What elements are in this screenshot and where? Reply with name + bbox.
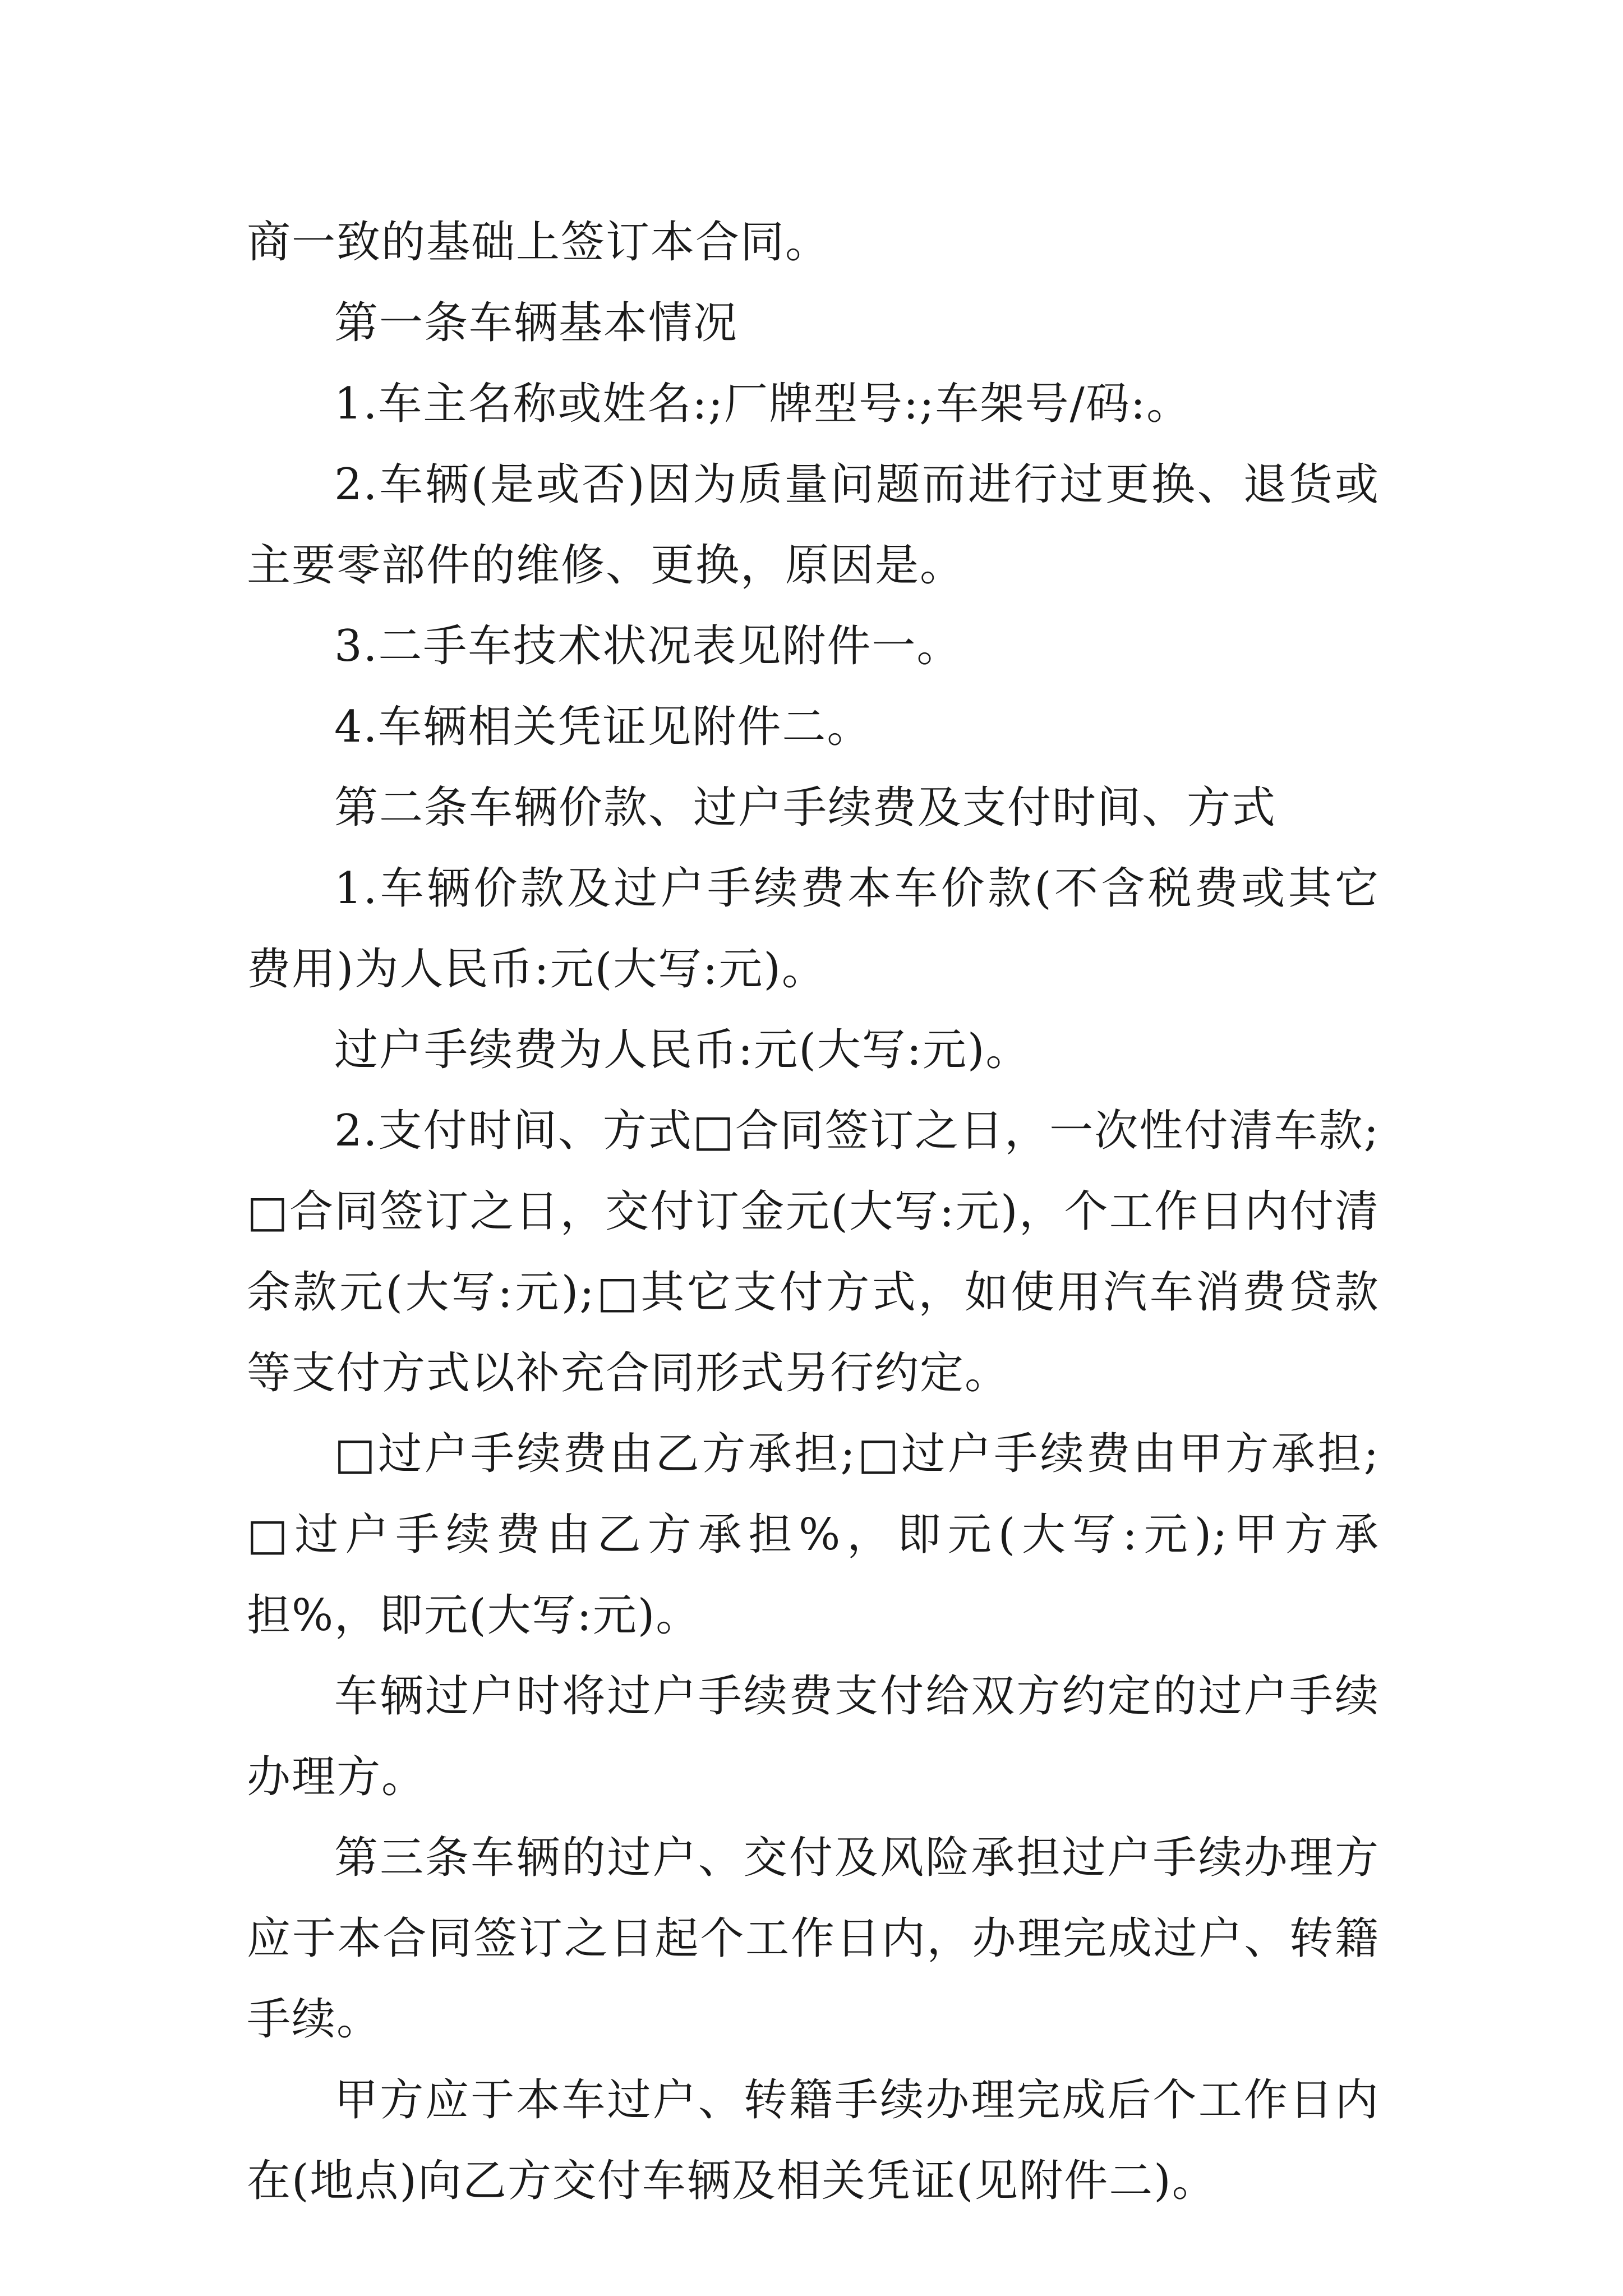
paragraph-transfer-fee: 过户手续费为人民币:元(大写:元)。: [334, 1025, 1031, 1075]
document-body: [247, 202, 1380, 2221]
paragraph-vehicle-documents: 4.车辆相关凭证见附件二。: [334, 702, 872, 752]
paragraph-fee-payment: 车辆过户时将过户手续费支付给双方约定的过户手续办理方。: [247, 1671, 1380, 1802]
paragraph-vehicle-owner: 1.车主名称或姓名:;厂牌型号:;车架号/码:。: [334, 379, 1192, 429]
paragraph-fee-bearer: □过户手续费由乙方承担;□过户手续费由甲方承担;□过户手续费由乙方承担%，即元(大写:元);甲方承担%，即元(大写:元)。: [247, 1429, 1380, 1641]
paragraph-payment-method: 2.支付时间、方式□合同签订之日，一次性付清车款;□合同签订之日，交付订金元(大写:元)，个工作日内付清余款元(大写:元);□其它支付方式，如使用汽车消费贷款等支付方式以补充合同形式另行约定。: [247, 1106, 1380, 1398]
paragraph-vehicle-price: 1.车辆价款及过户手续费本车价款(不含税费或其它费用)为人民币:元(大写:元)。: [247, 863, 1380, 995]
paragraph-vehicle-delivery: 甲方应于本车过户、转籍手续办理完成后个工作日内在(地点)向乙方交付车辆及相关凭证(见附件二)。: [247, 2075, 1380, 2206]
paragraph-technical-status: 3.二手车技术状况表见附件一。: [334, 621, 962, 671]
section-heading-article-1: 第一条车辆基本情况: [334, 298, 739, 348]
paragraph-vehicle-quality: 2.车辆(是或否)因为质量问题而进行过更换、退货或主要零部件的维修、更换，原因是。: [247, 459, 1380, 591]
section-heading-article-2: 第二条车辆价款、过户手续费及支付时间、方式: [334, 783, 1277, 833]
section-heading-article-3: 第三条车辆的过户、交付及风险承担过户手续办理方应于本合同签订之日起个工作日内，办理完成过户、转籍手续。: [247, 1833, 1380, 2045]
paragraph-opening: 商一致的基础上签订本合同。: [247, 217, 831, 268]
